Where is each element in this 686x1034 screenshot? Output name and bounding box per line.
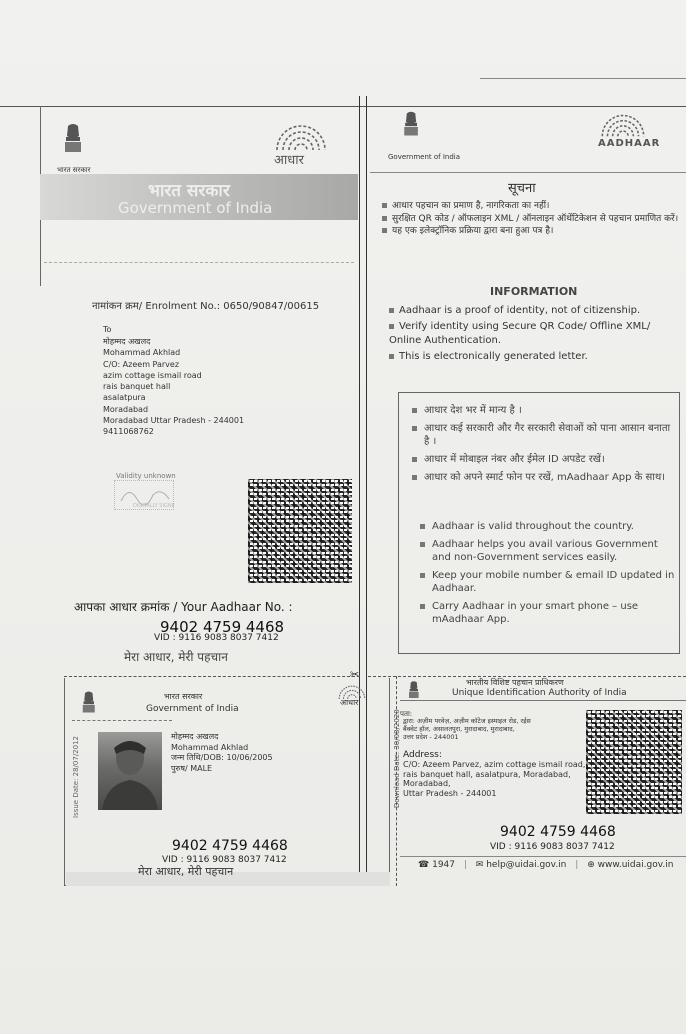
issue-date: Issue Date: 28/07/2012	[72, 736, 80, 818]
emblem-icon	[400, 110, 422, 139]
back-address-line: C/O: Azeem Parvez, azim cottage ismail road,	[403, 760, 586, 769]
front-logo-text: आधार	[340, 698, 359, 707]
qr-code-back	[586, 710, 682, 814]
pata-address	[403, 717, 531, 741]
name-hindi: मोहम्मद अखलद	[171, 732, 219, 741]
address-line: Mohammad Akhlad	[103, 348, 181, 358]
back-header-line	[400, 700, 686, 701]
photo	[98, 732, 162, 810]
emblem-icon	[60, 122, 86, 156]
front-details	[171, 732, 273, 774]
dob: जन्म तिथि/DOB: 10/06/2005	[171, 753, 273, 762]
header-hindi: भारत सरकार	[148, 181, 230, 201]
emblem-icon	[406, 680, 422, 700]
info-item: This is electronically generated letter.	[389, 350, 684, 364]
top-border	[0, 106, 686, 107]
back-header-english: Unique Identification Authority of India	[452, 688, 627, 698]
aadhaar-logo-text: आधार	[274, 153, 304, 168]
band-bottom-line	[44, 262, 354, 263]
front-divider	[72, 720, 172, 722]
back-address-line: Uttar Pradesh - 244001	[403, 788, 497, 798]
information-list	[389, 304, 684, 366]
name-english: Mohammad Akhlad	[171, 742, 249, 752]
front-header-english: Government of India	[146, 704, 239, 714]
suchna-item: यह एक इलेक्ट्रॉनिक प्रक्रिया द्वारा बना हुआ पत्र है।	[382, 225, 682, 238]
back-address-line: rais banquet hall, asalatpura, Moradabad,	[403, 769, 571, 779]
download-date: Download Date: 30/08/2020	[393, 709, 401, 808]
suchna-title: सूचना	[508, 181, 536, 196]
pata-label: पता:	[400, 710, 413, 718]
front-tagline: मेरा आधार, मेरी पहचान	[138, 865, 234, 878]
info-box-english-list	[420, 520, 676, 631]
suchna-list	[382, 200, 682, 238]
address-line: मोहम्मद अखलद	[103, 337, 151, 346]
scissors-icon: ✂	[350, 668, 360, 681]
address-line: C/O: Azeem Parvez	[103, 359, 180, 369]
phone-icon: ☎	[418, 860, 430, 870]
address-line: rais banquet hall	[103, 382, 171, 392]
suchna-item: आधार पहचान का प्रमाण है, नागरिकता का नहीं।	[382, 200, 682, 213]
box-item-hi: आधार में मोबाइल नंबर और ईमेल ID अपडेट रखें।	[412, 453, 674, 466]
box-item-en: Carry Aadhaar in your smart phone – use mAadhaar App.	[420, 600, 676, 626]
pata-line: बैंक्वेट हॉल, असालतपुरा, मुरादाबाद, मुरादाबाद,	[403, 725, 515, 733]
right-logo-text: AADHAAR	[598, 138, 661, 149]
box-item-hi: आधार को अपने स्मार्ट फोन पर रखें, mAadhaar App के साथ।	[412, 471, 674, 484]
email: help@uidai.gov.in	[486, 860, 567, 870]
suchna-item: सुरक्षित QR कोड / ऑफलाइन XML / ऑनलाइन ऑथेंटिकेशन से पहचान प्रमाणित करें।	[382, 213, 682, 226]
cut-line-left	[64, 676, 360, 677]
address-label: Address:	[403, 750, 442, 760]
front-vid: VID : 9116 9083 8037 7412	[162, 855, 287, 865]
front-aadhaar-number: 9402 4759 4468	[172, 838, 288, 854]
box-item-en: Aadhaar is valid throughout the country.	[420, 520, 676, 533]
email-icon: ✉	[475, 860, 484, 870]
right-header-line	[370, 172, 686, 173]
back-vid: VID : 9116 9083 8037 7412	[490, 842, 615, 852]
enrolment-no: नामांकन क्रम/ Enrolment No.: 0650/90847/00615	[92, 301, 320, 312]
box-item-en: Keep your mobile number & email ID updated in Aadhaar.	[420, 569, 676, 595]
box-item-en: Aadhaar helps you avail various Government and non-Government services easily.	[420, 538, 676, 564]
address-line: asalatpura	[103, 393, 146, 403]
back-header-hindi: भारतीय विशिष्ट पहचान प्राधिकरण	[466, 678, 564, 687]
back-footer: ☎ 1947 | ✉ help@uidai.gov.in | ⊕ www.uidai.gov.in	[418, 860, 674, 870]
address-line: Moradabad	[103, 404, 149, 414]
qr-code-left	[248, 479, 352, 583]
pata-line: उत्तर प्रदेश - 244001	[403, 733, 459, 741]
emblem-icon	[79, 690, 99, 716]
signature-stamp	[114, 480, 174, 510]
back-aadhaar-number: 9402 4759 4468	[500, 824, 616, 840]
info-item: Verify identity using Secure QR Code/ Offline XML/ Online Authentication.	[389, 321, 651, 346]
top-border-right	[480, 78, 686, 79]
address-line: 9411068762	[103, 427, 154, 437]
header-english: Government of India	[118, 199, 273, 217]
back-address	[403, 760, 585, 798]
back-footer-line	[400, 856, 686, 857]
information-title: INFORMATION	[490, 285, 578, 298]
address-line: Moradabad Uttar Pradesh - 244001	[103, 416, 245, 426]
info-box-hindi-list	[412, 404, 674, 489]
website: www.uidai.gov.in	[597, 860, 674, 870]
web-icon: ⊕	[587, 860, 595, 870]
box-item-hi: आधार कई सरकारी और गैर सरकारी सेवाओं को पाना आसान बनाता है ।	[412, 422, 674, 448]
gender: पुरुष/ MALE	[171, 763, 213, 773]
tagline: मेरा आधार, मेरी पहचान	[124, 650, 228, 664]
recipient-address	[103, 336, 244, 438]
pata-line: द्वारा: अज़ीम परवेज़, अज़ीम कॉटेज इस्माइल रोड, रईस	[403, 717, 531, 725]
back-address-line: Moradabad,	[403, 779, 451, 788]
svg-text:DIGITALLY SIGNED: DIGITALLY SIGNED	[133, 503, 175, 509]
right-emblem-caption: Government of India	[388, 153, 461, 161]
info-item: Aadhaar is a proof of identity, not of citizenship.	[389, 304, 684, 318]
emblem-caption: भारत सरकार	[57, 166, 91, 174]
aadhaar-number: 9402 4759 4468	[160, 618, 285, 636]
front-header-hindi: भारत सरकार	[164, 692, 203, 701]
cut-line-right	[368, 676, 686, 677]
address-line: azim cottage ismail road	[103, 370, 202, 380]
validity-status: Validity unknown	[116, 472, 176, 480]
your-aadhaar-label: आपका आधार क्रमांक / Your Aadhaar No. :	[74, 600, 293, 614]
to-label: To	[103, 325, 112, 334]
phone-number: 1947	[432, 860, 455, 870]
vid-number: VID : 9116 9083 8037 7412	[154, 633, 279, 643]
box-item-hi: आधार देश भर में मान्य है ।	[412, 404, 674, 417]
